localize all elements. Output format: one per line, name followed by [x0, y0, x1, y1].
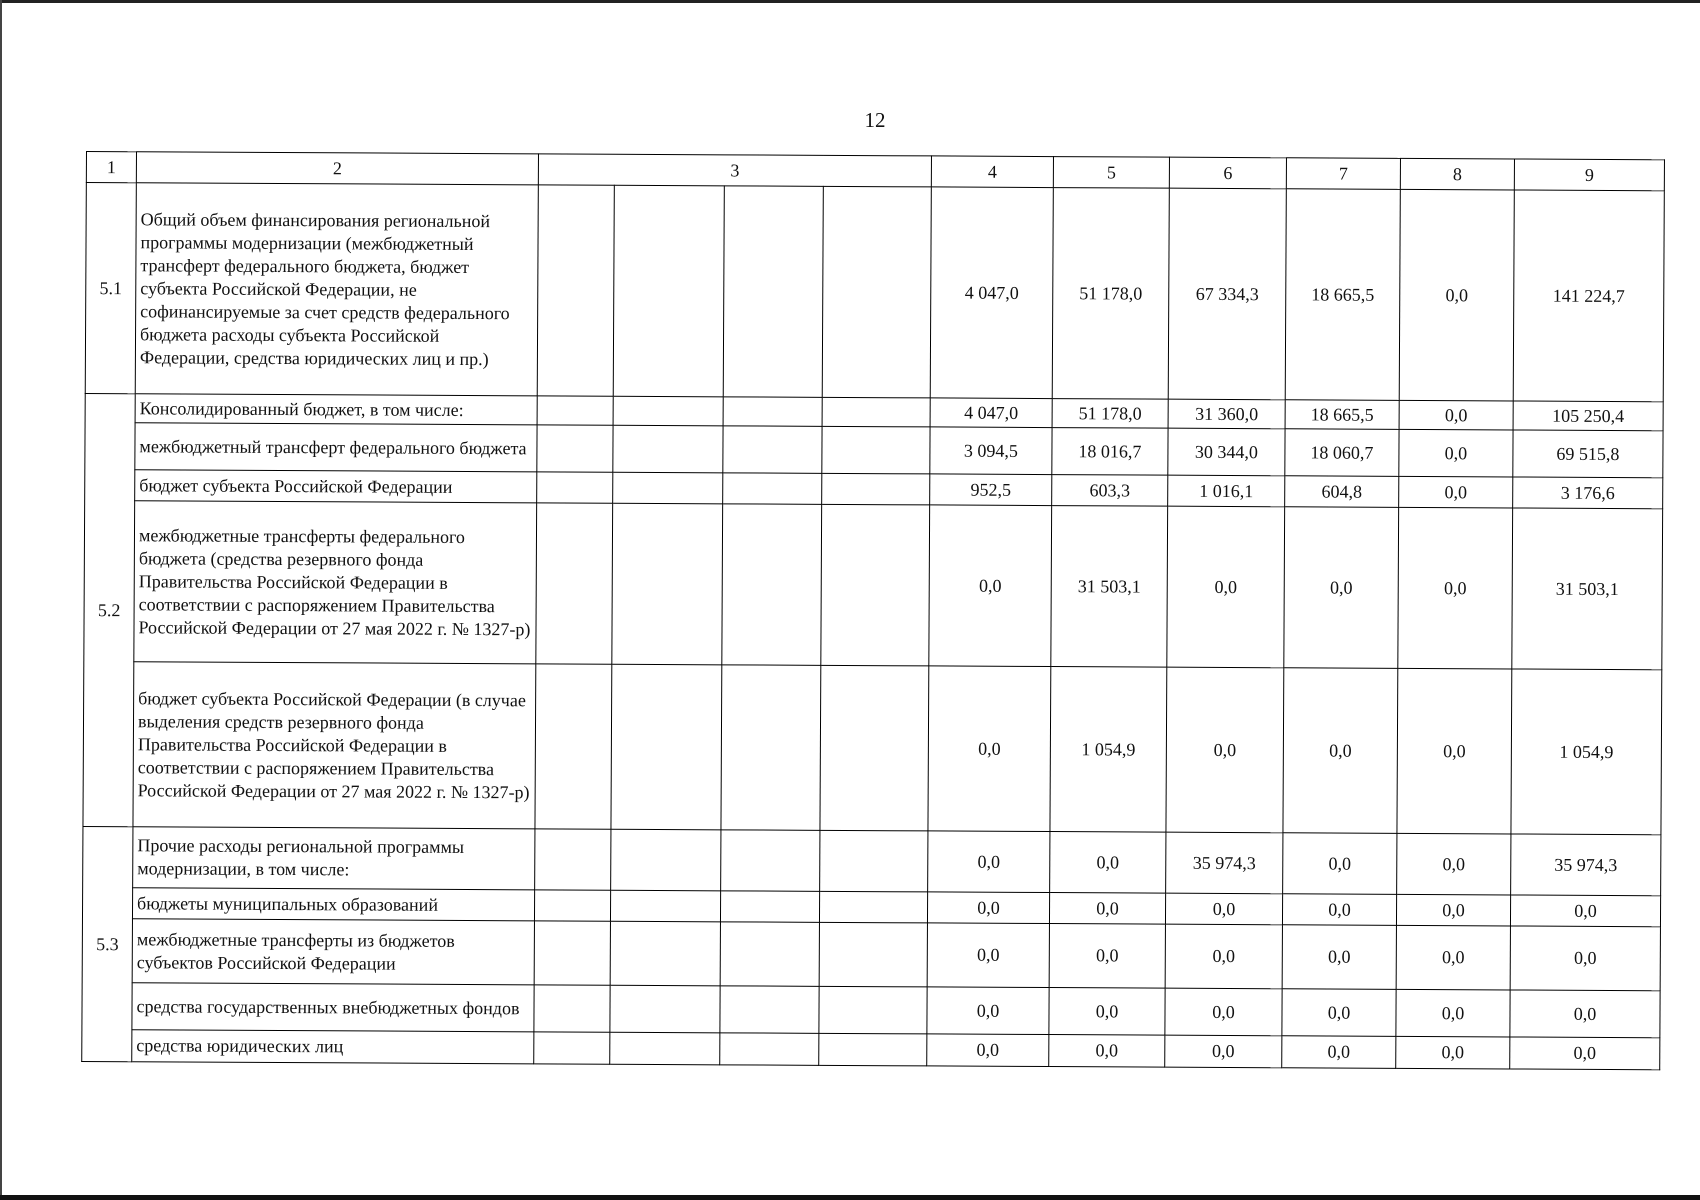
table-row [85, 183, 1664, 402]
header-cell: 2 [136, 152, 538, 185]
row-label: средства юридических лиц [132, 1030, 534, 1064]
empty-cell [720, 1033, 819, 1066]
scan-edge-bottom [0, 1195, 1700, 1200]
empty-cell [534, 921, 610, 985]
table-row [85, 422, 1663, 477]
value-cell: 604,8 [1285, 476, 1399, 508]
empty-cell [610, 1032, 720, 1065]
value-cell: 0,0 [1284, 507, 1399, 669]
value-cell: 0,0 [1510, 1037, 1660, 1070]
scan-edge-left [0, 0, 2, 1200]
empty-cell [819, 891, 927, 923]
empty-cell [819, 1033, 927, 1066]
value-cell: 0,0 [1399, 189, 1514, 401]
value-cell: 0,0 [1167, 506, 1285, 668]
value-cell: 18 665,5 [1285, 400, 1399, 430]
row-number: 5.2 [83, 393, 135, 826]
value-cell: 0,0 [1396, 1036, 1510, 1069]
empty-cell [822, 397, 930, 427]
table-row [82, 1029, 1660, 1069]
empty-cell [820, 665, 929, 831]
value-cell: 0,0 [1165, 1035, 1282, 1068]
value-cell: 0,0 [1049, 893, 1165, 925]
value-cell: 0,0 [1282, 989, 1396, 1037]
value-cell: 0,0 [1510, 990, 1660, 1038]
table-row [82, 918, 1660, 990]
empty-cell [610, 921, 720, 986]
empty-cell [819, 986, 927, 1034]
row-label: бюджеты муниципальных образований [132, 888, 534, 921]
empty-cell [611, 829, 721, 891]
value-cell: 67 334,3 [1168, 188, 1286, 400]
value-cell: 1 054,9 [1050, 667, 1167, 833]
row-label: бюджет субъекта Российской Федерации (в случае выделения средств резервного фонда Правительства Российской Федерации в соответствии с распоряжением Правительства Российской Федерации от 27 мая 2022 г. № 1327-р) [133, 662, 536, 829]
value-cell: 0,0 [1166, 667, 1284, 833]
empty-cell [613, 425, 723, 473]
empty-cell [819, 922, 927, 987]
empty-cell [721, 665, 821, 831]
row-label: Общий объем финансирования региональной программы модернизации (межбюджетный трансферт федерального бюджета, бюджет субъекта Российской Федерации, не софинансируемые за счет средств федерального бюджета расходы субъекта Российской Федерации, средства юридических лиц и пр.) [135, 183, 538, 396]
empty-cell [537, 396, 613, 425]
header-cell: 3 [538, 154, 931, 187]
table-row [82, 982, 1660, 1037]
value-cell: 0,0 [1399, 476, 1513, 508]
value-cell: 0,0 [927, 892, 1049, 924]
value-cell: 4 047,0 [930, 187, 1053, 399]
value-cell: 31 503,1 [1051, 506, 1168, 668]
empty-cell [610, 890, 720, 922]
empty-cell [822, 426, 930, 474]
empty-cell [610, 985, 720, 1033]
header-cell: 1 [86, 152, 136, 183]
empty-cell [721, 830, 820, 892]
value-cell: 105 250,4 [1513, 401, 1663, 431]
value-cell: 31 360,0 [1168, 399, 1285, 429]
value-cell: 0,0 [1396, 925, 1510, 990]
empty-cell [534, 1032, 610, 1064]
empty-cell [720, 891, 819, 923]
value-cell: 0,0 [1399, 429, 1513, 477]
value-cell: 141 224,7 [1513, 190, 1664, 402]
row-label: межбюджетные трансферты из бюджетов субъектов Российской Федерации [132, 919, 534, 985]
value-cell: 0,0 [1398, 507, 1513, 669]
value-cell: 0,0 [1049, 924, 1165, 989]
value-cell: 0,0 [1397, 668, 1512, 834]
empty-cell [822, 473, 930, 505]
value-cell: 0,0 [1049, 1035, 1165, 1068]
empty-cell [534, 890, 610, 921]
header-cell: 6 [1169, 157, 1286, 189]
value-cell: 4 047,0 [930, 398, 1052, 428]
row-label: межбюджетный трансферт федерального бюджета [135, 423, 537, 472]
row-label: средства государственных внебюджетных фондов [132, 983, 534, 1032]
value-cell: 69 515,8 [1513, 430, 1663, 478]
page-number: 12 [864, 108, 886, 132]
value-cell: 0,0 [1165, 893, 1282, 925]
header-cell: 5 [1053, 157, 1169, 189]
value-cell: 0,0 [928, 831, 1050, 893]
empty-cell [723, 426, 822, 474]
empty-cell [535, 664, 612, 829]
row-label: межбюджетные трансферты федерального бюджета (средства резервного фонда Правительства Российской Федерации в соответствии с распоряжением Правительства Российской Федерации от 27 мая 2022 г. № 1327-р) [134, 501, 537, 664]
table-row [83, 826, 1661, 895]
value-cell: 35 974,3 [1511, 834, 1661, 896]
empty-cell [720, 986, 819, 1034]
value-cell: 3 176,6 [1513, 477, 1663, 509]
scan-edge-top [0, 0, 1700, 3]
value-cell: 18 060,7 [1285, 429, 1399, 477]
financing-table [81, 151, 1665, 1070]
value-cell: 30 344,0 [1168, 428, 1285, 476]
value-cell: 0,0 [1399, 400, 1513, 430]
empty-cell [722, 504, 822, 666]
empty-cell [822, 186, 931, 398]
row-number: 5.1 [85, 183, 136, 394]
value-cell: 0,0 [1165, 988, 1282, 1036]
header-cell: 9 [1514, 159, 1664, 191]
empty-cell [723, 186, 823, 398]
empty-cell [612, 503, 723, 665]
value-cell: 0,0 [1283, 668, 1398, 834]
value-cell: 0,0 [1396, 989, 1510, 1037]
value-cell: 3 094,5 [930, 427, 1052, 475]
value-cell: 0,0 [929, 505, 1052, 667]
value-cell: 0,0 [1510, 895, 1660, 927]
value-cell: 0,0 [1510, 926, 1660, 991]
value-cell: 1 054,9 [1511, 669, 1662, 835]
empty-cell [537, 425, 613, 472]
value-cell: 0,0 [1283, 833, 1397, 895]
empty-cell [613, 185, 724, 397]
empty-cell [723, 473, 822, 505]
value-cell: 18 016,7 [1052, 428, 1168, 476]
empty-cell [820, 830, 928, 892]
value-cell: 0,0 [1049, 988, 1165, 1036]
empty-cell [534, 985, 610, 1032]
value-cell: 35 974,3 [1166, 832, 1283, 894]
value-cell: 0,0 [928, 666, 1051, 832]
row-label: Прочие расходы региональной программы модернизации, в том числе: [133, 827, 535, 890]
value-cell: 18 665,5 [1285, 189, 1400, 401]
empty-cell [821, 504, 930, 666]
value-cell: 0,0 [927, 923, 1049, 988]
header-cell: 4 [931, 156, 1053, 188]
value-cell: 1 016,1 [1168, 475, 1285, 507]
empty-cell [611, 664, 722, 830]
value-cell: 0,0 [1397, 833, 1511, 895]
value-cell: 0,0 [1282, 894, 1396, 926]
value-cell: 0,0 [1282, 925, 1396, 990]
table-row [83, 661, 1662, 834]
row-number: 5.3 [82, 826, 133, 1061]
value-cell: 0,0 [927, 1034, 1049, 1067]
empty-cell [613, 472, 723, 504]
empty-cell [723, 397, 822, 427]
value-cell: 31 503,1 [1512, 508, 1663, 670]
value-cell: 51 178,0 [1052, 399, 1168, 429]
value-cell: 0,0 [927, 987, 1049, 1035]
value-cell: 0,0 [1396, 894, 1510, 926]
value-cell: 0,0 [1165, 924, 1282, 989]
value-cell: 952,5 [930, 474, 1052, 506]
value-cell: 0,0 [1282, 1036, 1396, 1069]
empty-cell [613, 396, 723, 426]
row-label: Консолидированный бюджет, в том числе: [135, 394, 537, 425]
empty-cell [535, 829, 611, 890]
header-cell: 7 [1286, 158, 1400, 190]
value-cell: 51 178,0 [1052, 188, 1169, 400]
empty-cell [720, 922, 819, 987]
table-row [84, 500, 1663, 669]
empty-cell [536, 503, 613, 664]
row-label: бюджет субъекта Российской Федерации [135, 470, 537, 503]
empty-cell [537, 185, 614, 396]
empty-cell [537, 472, 613, 503]
header-cell: 8 [1400, 158, 1514, 190]
value-cell: 0,0 [1050, 832, 1166, 894]
value-cell: 603,3 [1052, 475, 1168, 507]
